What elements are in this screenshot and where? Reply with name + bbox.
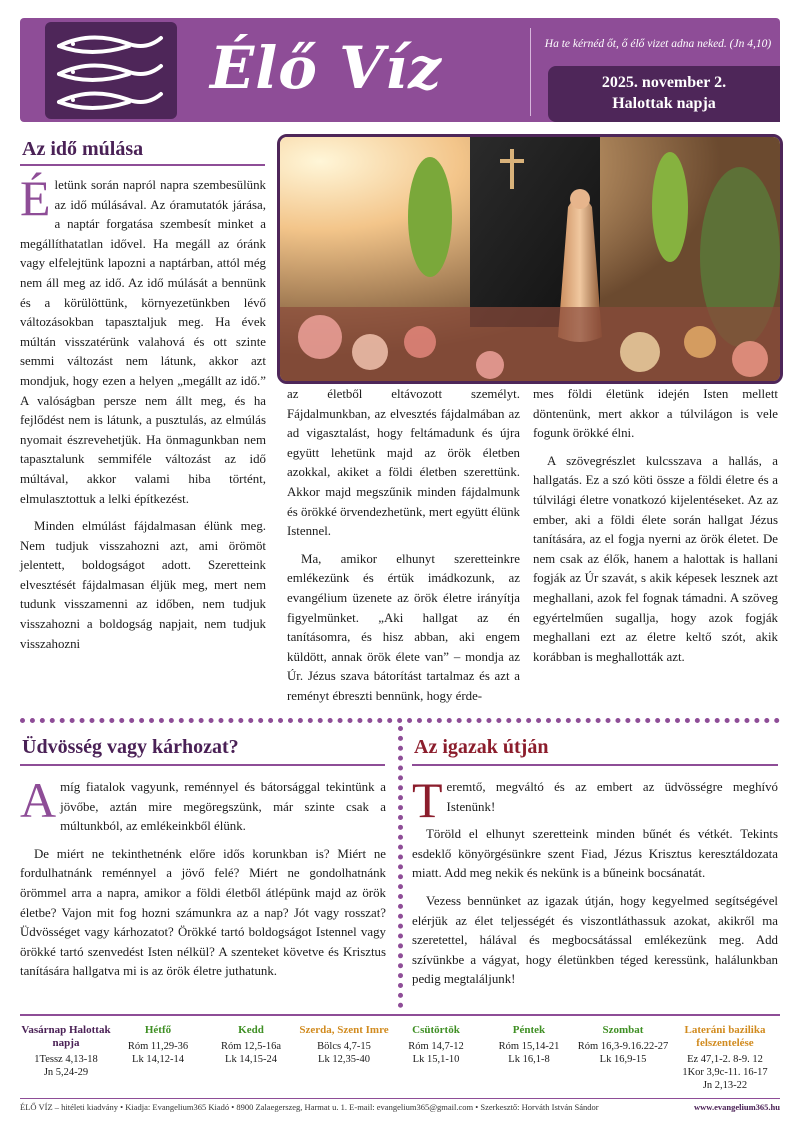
reading-reference: Róm 14,7-12 <box>408 1041 464 1052</box>
article-3-body <box>412 772 778 998</box>
reading-reference: Jn 5,24-29 <box>43 1067 89 1078</box>
day-name: Lateráni bazilika felszentelése <box>684 1024 766 1049</box>
title-rule <box>412 764 778 766</box>
motto: Ha te kérnéd őt, ő élő vizet adna neked. (Jn 4,10) <box>544 38 772 50</box>
reading-reference: Lk 15,1-10 <box>412 1054 460 1065</box>
fish-icon <box>59 93 161 108</box>
feast-name: Halottak napja <box>612 95 716 112</box>
article-title: Az igazak útján <box>414 736 549 758</box>
paragraph: Minden elmúlást fájdalmasan élünk meg. Nem tudjuk visszahozni azt, ami örömöt jelentett, boldogságot adott. Szeretteink elvesztését fájdalmasan éljük meg, mert nem tudunk visszamenni az időben, nem tudjuk visszahozni a boldogság napjait, nem tudjuk visszahozni <box>20 519 266 651</box>
reading-reference: Lk 12,35-40 <box>318 1054 370 1065</box>
day-name: Péntek <box>512 1024 546 1036</box>
reading-reference: Ez 47,1-2. 8-9. 12 <box>687 1054 763 1065</box>
website-link[interactable]: www.evangelium365.hu <box>694 1102 780 1112</box>
paragraph: az életből eltávozott személyt. Fájdalmunkban, az elvesztés fájdalmában az ad vigasztalást, hogy feltámadunk és újra együtt lehetünk majd az örök életben azokkal, akiket a földi életben szerettünk. Akkor majd megszűnik minden fájdalmunk és örökké örvendezhetünk, mert együtt élünk Istennel. <box>287 387 520 539</box>
reading-day <box>670 1024 780 1092</box>
paragraph: Vezess bennünket az igazak útján, hogy kegyelmed segítségével elérjük az élet teljességét és viszontláthassuk azokat, akikről ma szeretettel, hálával és megbocsátással emlékezünk meg. Add szívünkbe a vágyat, hogy életünkben téged keressünk, halálunkban pedig megtaláljunk! <box>412 893 778 987</box>
article-column-1 <box>20 170 266 662</box>
issue-date: 2025. november 2. <box>601 74 727 91</box>
footer <box>20 1098 780 1116</box>
reading-day <box>112 1024 204 1066</box>
paragraph: Töröld el elhunyt szeretteink minden bűnét és vétkét. Tekints esdeklő könyörgésünkre szent Fiad, Jézus Krisztus keresztáldozata miatt. Add meg nekik és nekünk is a bűneink bocsánatát. <box>412 827 778 881</box>
day-name: Hétfő <box>144 1024 172 1036</box>
reading-reference: Lk 14,12-14 <box>132 1054 184 1065</box>
date-box <box>548 66 780 122</box>
weekly-readings <box>20 1014 780 1096</box>
day-name: Kedd <box>238 1024 264 1036</box>
paragraph: De miért ne tekinthetnénk előre idős korunkban is? Miért ne fordulhatnánk reménnyel a jövő felé? Miért ne gondolhatnánk örömmel arra a napra, amikor a földi életből átlépünk majd az örök életbe? Vajon mit fog hozni számunkra az a nap? Jót vagy rosszat? Üdvösséget vagy kárhozatot? Örökké tartó boldogságot Istennel vagy örökké tartó szenvedést Isten nélkül? A szenteket követve és Krisztus tanítására hallgatva mi is az örök életre juthatunk. <box>20 846 386 979</box>
paragraph <box>20 772 386 837</box>
paragraph <box>20 170 266 509</box>
column-divider <box>398 726 403 1008</box>
drop-cap: T <box>412 772 443 828</box>
paragraph <box>412 772 778 828</box>
reading-reference: Róm 16,3-9.16.22-27 <box>577 1041 669 1052</box>
paragraph-text: eremtő, megváltó és az embert az üdvösségre meghívó Istenünk! <box>446 780 778 814</box>
reading-reference: Lk 16,9-15 <box>599 1054 647 1065</box>
reading-day <box>482 1024 576 1066</box>
paragraph: A szövegrészlet kulcsszava a hallás, a hallgatás. Ez a szó köti össze a földi életre és a túlvilági életre vonatkozó kijelentéseket. Az az ember, aki a földi élete során hallgat Jézus tanítására, az el fogja nyerni az örök életet. De nem csak az élők, hanem a halottak is hallani fogják az Úr szavát, s akik képesek lesznek azt meghallani, azok fel fognak támadni. A szöveg egyértelműen sugallja, hogy azok fogják meghallani ezt az életre keltő szót, akik korábban is meghallották azt. <box>533 453 778 664</box>
fish-icon <box>59 37 161 52</box>
paragraph-text: míg fiatalok vagyunk, reménnyel és bátorsággal tekintünk a jövőbe, aztán mire megöregszünk, már szinte csak a múltunkból, az emlékeinkből élünk. <box>60 780 386 834</box>
reading-day <box>204 1024 298 1066</box>
day-name: Csütörtök <box>412 1024 460 1036</box>
reading-reference: Róm 12,5-16a <box>220 1041 282 1052</box>
header-divider <box>530 28 531 116</box>
paragraph: Ma, amikor elhunyt szeretteinkre emlékezünk és értük imádkozunk, az evangélium üzenete az örök életre irányítja figyelmünket. „Aki hallgat az én tanításomra, és hisz abban, aki engem küldött, annak örök élete van” – mondja az Úr. Jézus szava bátorítást tartalmaz és azt a reményt ébreszti bennünk, hogy érde- <box>287 551 520 703</box>
reading-reference: 1Kor 3,9c-11. 16-17 <box>682 1067 768 1078</box>
title-rule <box>20 764 385 766</box>
reading-reference: Bölcs 4,7-15 <box>317 1041 371 1052</box>
reading-day <box>20 1024 112 1079</box>
paragraph: mes földi életünk idején Isten mellett döntenünk, mert akkor a túlvilágon is vele fogunk örökké élni. <box>533 387 778 441</box>
article-title: Üdvösség vagy kárhozat? <box>22 736 239 758</box>
day-name: Vasárnap Halottak napja <box>21 1024 111 1049</box>
drop-cap: A <box>20 772 57 828</box>
cemetery-photo <box>277 134 783 384</box>
reading-reference: Róm 11,29-36 <box>127 1041 189 1052</box>
logo <box>45 22 177 119</box>
article-title: Az idő múlása <box>22 138 144 160</box>
paragraph-text: letünk során napról napra szembesülünk az idő múlásával. Az óramutatók járása, a naptár forgatása szembesít minket a megállíthatatlan idővel. Ha megáll az óránk vagy elfelejtünk lapozni a naptárban, attól még nem áll meg az idő. Az idő múlását a bennünk és a körülöttünk, környezetünkben lévő változásokban tapasztaljuk meg. Ha évek múltán visszatérünk valahová és ott szinte semmi változást nem látunk, akkor azt mondjuk, hogy ezen a helyen „megállt az idő.” A valóságban persze nem állt meg, és ha fejlődést nem is látunk, a pusztulás, az elmúlás nyomait észrevehetjük. Ha önmagunkban nem tapasztalunk semmiféle változást az idő múltával, akkor valami hiba történt, elmulasztottuk a lelki építkezést. <box>20 178 266 506</box>
reading-day <box>298 1024 390 1066</box>
drop-cap: É <box>20 170 51 226</box>
reading-reference: Lk 16,1-8 <box>508 1054 550 1065</box>
reading-day <box>576 1024 670 1066</box>
day-name: Szerda, Szent Imre <box>299 1024 389 1036</box>
title-rule <box>20 164 265 166</box>
section-divider <box>20 718 780 723</box>
reading-reference: Jn 2,13-22 <box>702 1080 748 1091</box>
reading-reference: 1Tessz 4,13-18 <box>34 1054 98 1065</box>
reading-reference: Lk 14,15-24 <box>225 1054 277 1065</box>
fish-icon <box>59 65 161 80</box>
article-column-2 <box>287 385 520 715</box>
day-name: Szombat <box>602 1024 644 1036</box>
reading-day <box>390 1024 482 1066</box>
publisher-info: ÉLŐ VÍZ – hitéleti kiadvány • Kiadja: Evangelium365 Kiadó • 8900 Zalaegerszeg, Harmat u. 1. E-mail: evangelium365@gmail.com • Szerkesztő: Horváth István Sándor <box>20 1102 599 1112</box>
masthead-title: Élő Víz <box>210 34 443 102</box>
article-2-body <box>20 772 386 990</box>
reading-reference: Róm 15,14-21 <box>498 1041 560 1052</box>
article-column-3 <box>533 385 778 675</box>
